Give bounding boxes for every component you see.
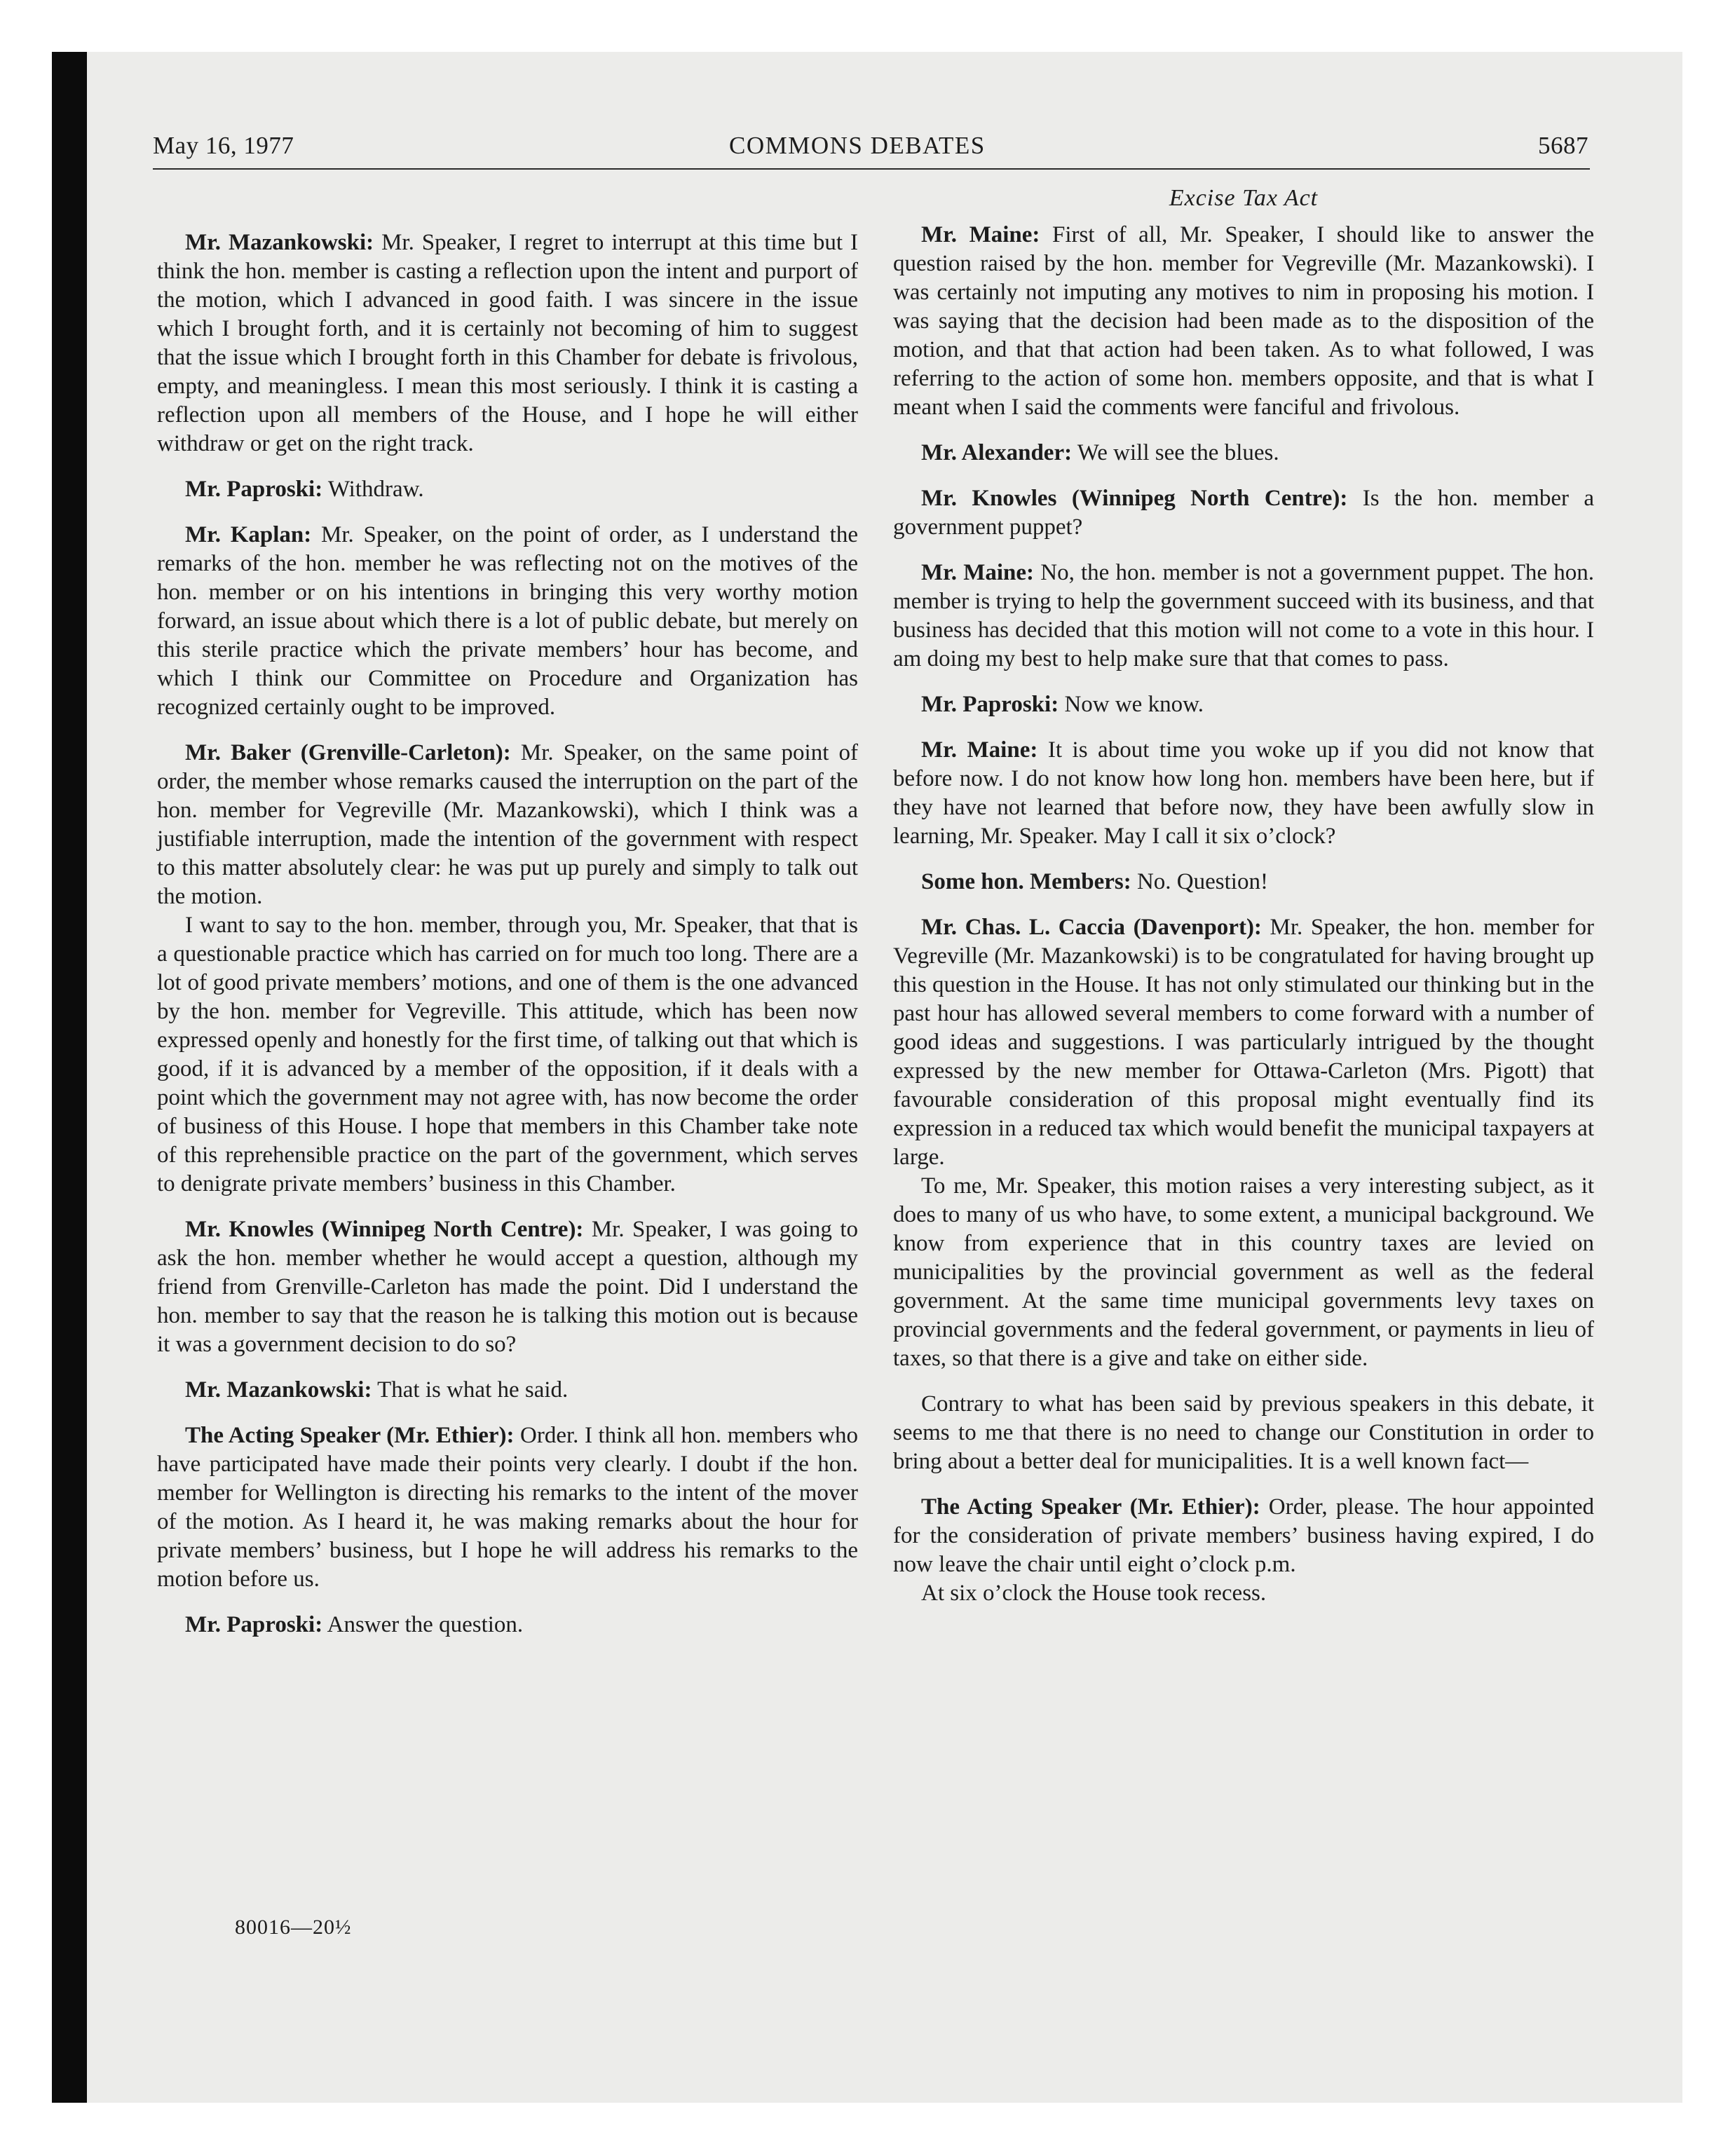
paragraph bbox=[157, 1421, 858, 1594]
speaker-name: Mr. Maine: bbox=[921, 222, 1040, 247]
paragraph bbox=[157, 475, 858, 504]
speaker-name: Mr. Knowles (Winnipeg North Centre): bbox=[185, 1217, 584, 1242]
paragraph-text: We will see the blues. bbox=[1072, 440, 1279, 465]
speaker-name: Mr. Mazankowski: bbox=[185, 230, 374, 255]
speaker-name: Mr. Chas. L. Caccia (Davenport): bbox=[921, 915, 1262, 940]
paragraph bbox=[893, 1390, 1594, 1476]
speaker-name: Mr. Paproski: bbox=[921, 692, 1059, 717]
paragraph-text: I want to say to the hon. member, through you, Mr. Speaker, that that is a questionable practice which has carried on for much too long. There are a lot of good private members’ motions, and one of them is the one advanced by the hon. member for Vegreville. This attitude, which has been now expressed openly and honestly for the first time, of talking out that which is good, if it is advanced by a member of the opposition, if it deals with a point which the government may not agree with, has now become the order of business of this House. I hope that members in this Chamber take note of this reprehensible practice on the part of the government, which serves to denigrate private members’ business in this Chamber. bbox=[157, 913, 858, 1196]
paragraph bbox=[893, 1579, 1594, 1608]
paragraph-text: Mr. Speaker, I regret to interrupt at this time but I think the hon. member is casting a reflection upon the intent and purport of the motion, which I advanced in good faith. I was sincere in the issue which I brought forth, and it is certainly not becoming of him to suggest that the issue which I brought forth in this Chamber for debate is frivolous, empty, and meaningless. I mean this most seriously. I think it is casting a reflection upon all members of the House, and I hope he will either withdraw or get on the right track. bbox=[157, 230, 858, 456]
paragraph-text: Contrary to what has been said by previous speakers in this debate, it seems to me that there is no need to change our Constitution in order to bring about a better deal for municipalities. It is a well known fact— bbox=[893, 1391, 1594, 1474]
paragraph bbox=[893, 559, 1594, 674]
paragraph bbox=[893, 484, 1594, 542]
paragraph-text: That is what he said. bbox=[372, 1377, 569, 1403]
speaker-name: Mr. Paproski: bbox=[185, 477, 323, 502]
speaker-name: The Acting Speaker (Mr. Ethier): bbox=[921, 1494, 1260, 1520]
paragraph-text: No, the hon. member is not a government puppet. The hon. member is trying to help the government succeed with its business, and that business has decided that this motion will not come to a vote in this hour. I am doing my best to help make sure that that comes to pass. bbox=[893, 560, 1594, 671]
paragraph bbox=[157, 739, 858, 911]
footer-code: 80016—20½ bbox=[235, 1916, 352, 1939]
header-page-number: 5687 bbox=[1538, 132, 1588, 159]
paragraph-text: Mr. Speaker, on the same point of order, the member whose remarks caused the interruption on the part of the hon. member for Vegreville (Mr. Mazankowski), which I think was a justifiable interruption, made the intention of the government with respect to this matter absolutely clear: he was put up purely and simply to talk out the motion. bbox=[157, 740, 859, 909]
paragraph-text: Withdraw. bbox=[322, 477, 424, 502]
paragraph-text: Mr. Speaker, on the point of order, as I understand the remarks of the hon. member he was reflecting not on the motives of the hon. member or on his intentions in bringing this very worthy motion forward, an issue about which there is a lot of public debate, but merely on this sterile practice which the private members’ hour has become, and which I think our Committee on Procedure and Organization has recognized certainly ought to be improved. bbox=[157, 522, 859, 720]
speaker-name: Mr. Alexander: bbox=[921, 440, 1073, 465]
paragraph bbox=[157, 1611, 858, 1639]
paragraph-text: Mr. Speaker, I was going to ask the hon. member whether he would accept a question, although my friend from Grenville-Carleton has made the point. Did I understand the hon. member to say that the reason he is talking this motion out is because it was a government decision to do so? bbox=[157, 1217, 858, 1357]
speaker-name: The Acting Speaker (Mr. Ethier): bbox=[185, 1423, 515, 1448]
header-title: COMMONS DEBATES bbox=[729, 132, 986, 159]
paragraph bbox=[157, 521, 858, 722]
paragraph-text: Is the hon. member a government puppet? bbox=[893, 486, 1594, 540]
speaker-name: Mr. Baker (Grenville-Carleton): bbox=[185, 740, 511, 765]
paragraph-text: Order. I think all hon. members who have participated have made their points very clearly. I doubt if the hon. member for Wellington is directing his remarks to the intent of the mover of the motion. As I heard it, he was making remarks about the hour for private members’ business, but I hope he will address his remarks to the motion before us. bbox=[157, 1423, 858, 1592]
paragraph-text: To me, Mr. Speaker, this motion raises a very interesting subject, as it does to many of us who have, to some extent, a municipal background. We know from experience that in this country taxes are levied on municipalities by the provincial government as well as the federal government. At the same time municipal governments levy taxes on provincial governments and the federal government, or payments in lieu of taxes, so that there is a give and take on either side. bbox=[893, 1173, 1594, 1371]
header-rule bbox=[153, 168, 1590, 170]
paragraph-text: No. Question! bbox=[1131, 869, 1268, 894]
speaker-name: Mr. Knowles (Winnipeg North Centre): bbox=[921, 486, 1348, 511]
paragraph bbox=[157, 228, 858, 458]
paragraph bbox=[893, 1172, 1594, 1373]
right-column bbox=[893, 184, 1594, 1625]
paragraph bbox=[157, 1376, 858, 1405]
speaker-name: Some hon. Members: bbox=[921, 869, 1131, 894]
paragraph bbox=[893, 913, 1594, 1172]
paragraph-text: Now we know. bbox=[1059, 692, 1204, 717]
paragraph-text: Answer the question. bbox=[322, 1612, 524, 1637]
paragraph bbox=[893, 221, 1594, 422]
speaker-name: Mr. Maine: bbox=[921, 560, 1035, 585]
paragraph bbox=[893, 690, 1594, 719]
speaker-name: Mr. Kaplan: bbox=[185, 522, 312, 547]
paragraph-text: Order, please. The hour appointed for the consideration of private members’ business having expired, I do now leave the chair until eight o’clock p.m. bbox=[893, 1494, 1594, 1577]
header-date: May 16, 1977 bbox=[153, 132, 294, 159]
paragraph bbox=[893, 736, 1594, 851]
paragraph-text: It is about time you woke up if you did not know that before now. I do not know how long hon. members have been here, but if they have not learned that before now, they have been awfully slow in learning, Mr. Speaker. May I call it six o’clock? bbox=[893, 737, 1594, 849]
speaker-name: Mr. Maine: bbox=[921, 737, 1038, 763]
paragraph bbox=[893, 1493, 1594, 1579]
paragraph bbox=[157, 1215, 858, 1359]
paragraph bbox=[893, 868, 1594, 896]
speaker-name: Mr. Paproski: bbox=[185, 1612, 323, 1637]
paragraph-text: At six o’clock the House took recess. bbox=[921, 1581, 1267, 1606]
left-column bbox=[157, 228, 858, 1656]
speaker-name: Mr. Mazankowski: bbox=[185, 1377, 372, 1403]
scan-edge-shadow bbox=[52, 52, 87, 2103]
paragraph-text: Mr. Speaker, the hon. member for Vegreville (Mr. Mazankowski) is to be congratulated for having brought up this question in the House. It has not only stimulated our thinking but in the past hour has allowed several members to come forward with a number of good ideas and suggestions. I was particularly intrigued by the thought expressed by the new member for Ottawa-Carleton (Mrs. Pigott) that favourable consideration of this proposal might eventually find its expression in a reduced tax which would benefit the municipal taxpayers at large. bbox=[893, 915, 1595, 1170]
section-title: Excise Tax Act bbox=[1169, 185, 1319, 211]
paragraph-text: First of all, Mr. Speaker, I should like to answer the question raised by the hon. member for Vegreville (Mr. Mazankowski). I was certainly not imputing any motives to nim in proposing his motion. I was saying that the decision had been made as to the disposition of the motion, and that that action had been taken. As to what followed, I was referring to the action of some hon. members opposite, and that is what I meant when I said the comments were fanciful and frivolous. bbox=[893, 222, 1594, 420]
paragraph bbox=[157, 911, 858, 1199]
paragraph bbox=[893, 439, 1594, 468]
